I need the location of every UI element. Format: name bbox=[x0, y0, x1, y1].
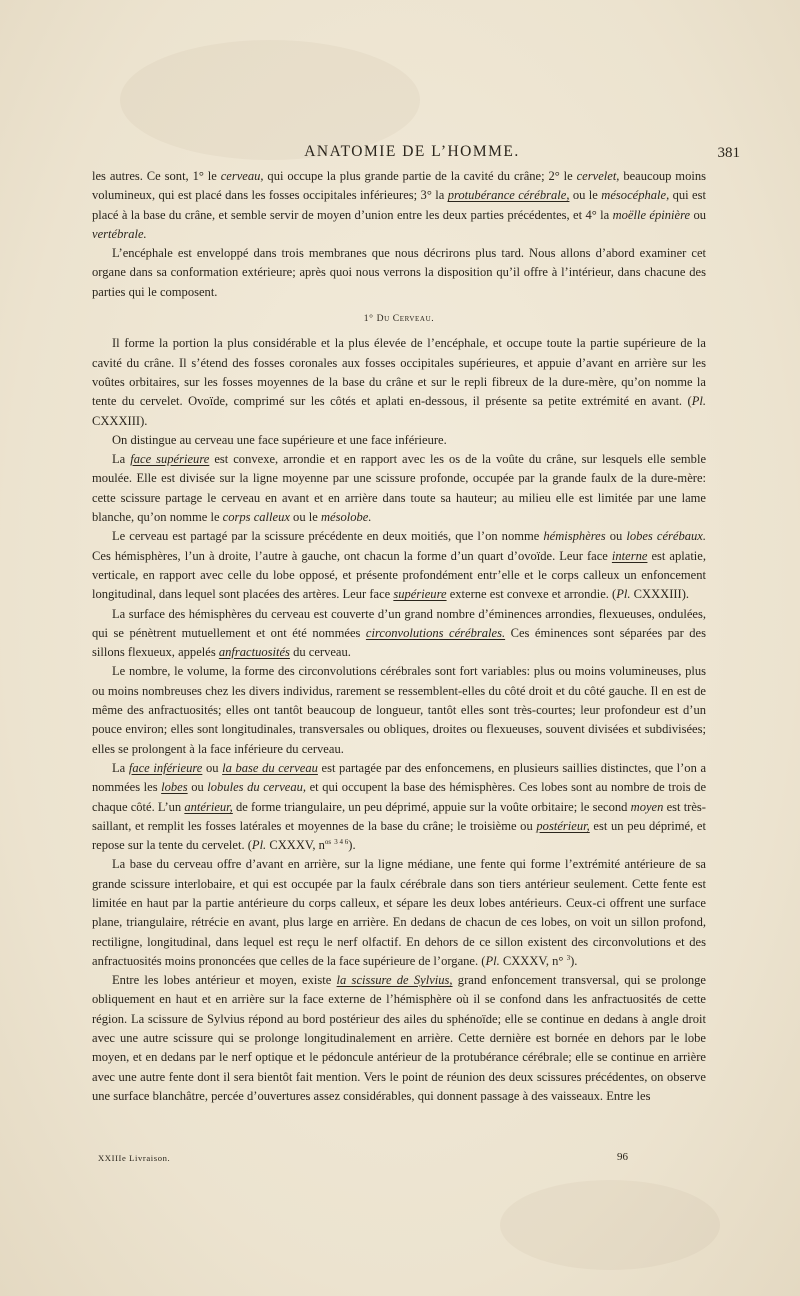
superscript: os bbox=[324, 837, 332, 846]
text-run: Le cerveau est partagé par la scissure précédente en deux moitiés, que l’on nomme bbox=[112, 529, 544, 544]
text-run: est aplatie, verticale, en rapport avec celle du lobe opposé, et présente profondément entr’elle et le corps calleux un enfoncement longitudinal, dans lequel sont placées des artères. Leur face bbox=[92, 548, 706, 602]
text-run: ou bbox=[690, 207, 706, 222]
superscript: 3 bbox=[566, 953, 571, 962]
text-run: est convexe, arrondie et en rapport avec les os de la voûte du crâne, sur lesquels elle semble moulée. Elle est divisée sur la ligne moyenne par une scissure profonde, occupée par la grande faulx de la dure-mère: cette scissure partage le cerveau en avant et en arrière dans toute sa hauteur; au milieu elle est limitée par une lame blanche, qu’on nomme le bbox=[92, 452, 707, 525]
italic-term: face supérieure bbox=[130, 452, 210, 467]
paragraph bbox=[92, 605, 706, 663]
italic-term: Pl. bbox=[691, 394, 706, 409]
italic-term: la base du cerveau bbox=[222, 760, 318, 775]
running-title: ANATOMIE DE L’HOMME. bbox=[304, 143, 520, 160]
text-run: L’encéphale est enveloppé dans trois membranes que nous décrirons plus tard. Nous allons d’abord examiner cet organe dans sa conformation extérieure; après quoi nous verrons la disposition qu’il offre à l’intérieur, dans chacune des parties qui le composent. bbox=[92, 246, 706, 299]
underlined-term bbox=[612, 549, 648, 563]
underlined-term bbox=[184, 800, 232, 814]
italic-term: cervelet, bbox=[576, 169, 620, 183]
underlined-term bbox=[393, 587, 446, 601]
signature-number: 96 bbox=[617, 1151, 628, 1163]
italic-term: Pl. bbox=[616, 587, 631, 602]
text-run: Le nombre, le volume, la forme des circonvolutions cérébrales sont fort variables: plus ou moins volumineuses, plus ou moins nombreuses chez les divers individus, rarement se ressemblent-elles du côté droit et du côté gauche. Il en est de même des anfractuosités; elles ont tantôt beaucoup de longueur, tantôt elles sont très-courtes; leur profondeur est d’un pouce environ; elles sont longitudinales, transversales ou obliques, droites ou flexueuses, souvent divisées et subdivisées; elles se prolongent à la face inférieure du cerveau. bbox=[92, 664, 706, 756]
text-run: ou le bbox=[569, 188, 602, 203]
page-header bbox=[92, 143, 740, 165]
text-run: ou bbox=[202, 760, 223, 775]
text-run: ou le bbox=[289, 510, 321, 525]
body-text bbox=[92, 167, 706, 1106]
text-run: On distingue au cerveau une face supérieure et une face inférieure. bbox=[112, 432, 447, 447]
text-run: Il forme la portion la plus considérable et la plus élevée de l’encéphale, et occupe toute la partie supérieure de la cavité du crâne. Il s’étend des fosses coronales aux fosses occipitales supérieures, et appuie d’avant en arrière sur les voûtes orbitaires, sur les fosses moyennes de la base du crâne et sur le repli fibreux de la dure-mère, qu’on nomme la tente du cervelet. Ovoïde, comprimé sur les côtés et aplati en-dessous, il présente sa petite extrémité en avant. ( bbox=[92, 336, 706, 409]
text-run: qui est placé à la base du crâne, et semble servir de moyen d’union entre les deux parties précédentes, et 4° la bbox=[92, 188, 706, 222]
underlined-term bbox=[222, 761, 318, 775]
italic-term: corps calleux bbox=[222, 510, 290, 525]
paragraph bbox=[92, 971, 706, 1106]
section-heading-text: 1° Du Cerveau. bbox=[363, 313, 435, 325]
underlined-term bbox=[448, 188, 570, 202]
text-run: CXXXV, n° bbox=[499, 953, 567, 968]
underlined-term bbox=[536, 819, 589, 833]
paragraph bbox=[92, 662, 706, 758]
italic-term: la scissure de Sylvius, bbox=[336, 973, 453, 988]
text-run: ). bbox=[570, 953, 578, 968]
underlined-term bbox=[366, 626, 505, 640]
underlined-term bbox=[161, 780, 188, 794]
text-run: est partagée par des enfoncemens, en plusieurs saillies distinctes, que l’on a nommées les bbox=[92, 760, 707, 795]
paragraph bbox=[92, 167, 706, 244]
text-run: de forme triangulaire, un peu déprimé, appuie sur la voûte orbitaire; le second bbox=[232, 799, 631, 814]
italic-term: anfractuosités bbox=[218, 645, 290, 660]
italic-term: lobes cérébaux. bbox=[626, 529, 706, 544]
text-run: beaucoup moins volumineux, qui est placé dans les fosses occipitales inférieures; 3° la bbox=[92, 169, 706, 203]
paragraph bbox=[92, 759, 706, 855]
paragraph bbox=[92, 334, 706, 430]
section-heading bbox=[92, 309, 706, 328]
text-run: externe est convexe et arrondie. ( bbox=[446, 587, 617, 602]
paragraph bbox=[92, 450, 706, 527]
text-run: CXXXV, n bbox=[266, 838, 325, 853]
text-run: Ces hémisphères, l’un à droite, l’autre à gauche, ont chacun la forme d’un quart d’ovoïde. Leur face bbox=[92, 548, 612, 563]
paragraph bbox=[92, 244, 706, 302]
paragraph bbox=[92, 431, 706, 450]
paper-stain bbox=[500, 1180, 720, 1270]
text-run: grand enfoncement transversal, qui se prolonge obliquement en haut et en arrière sur la face externe de l’hémisphère où il se confond dans les anfractuosités de cette région. La scissure de Sylvius répond au bord postérieur des ailes du sphénoïde; elle se continue en dedans à angle droit avec une autre scissure qui se prolonge longitudinalement en arrière. Cette dernière est bornée en dehors par le lobe moyen, et en dedans par le nerf optique et le pédoncule antérieur de la protubérance cérébrale; elle se continue en arrière avec une autre fente dont il sera bientôt fait mention. Vers le point de réunion des deux scissures précédentes, on observe une surface blanchâtre, percée d’ouvertures assez considérables, qui donnent passage à des vaisseaux. Entre les bbox=[92, 973, 706, 1103]
text-run: La base du cerveau offre d’avant en arrière, sur la ligne médiane, une fente qui forme l’extrémité antérieure de sa grande scissure interlobaire, et qui est occupée par la faulx cérébrale dans son tiers antérieur seulement. Cette fente est limitée en haut par la partie antérieure du corps calleux, et sépare les deux lobes antérieurs. Ceux-ci offrent une surface plane, triangulaire, rétrécie en avant, plus large en arrière. En dedans de chacun de ces lobes, on voit un sillon profond, rectiligne, longitudinal, dans lequel est reçu le nerf olfactif. En dehors de ce sillon existent des circonvolutions et des anfractuosités moins prononcées que celles de la face supérieure de l’organe. ( bbox=[92, 857, 706, 968]
underlined-term bbox=[337, 973, 453, 987]
text-run: les autres. Ce sont, 1° le bbox=[92, 169, 221, 183]
italic-term: hémisphères bbox=[543, 529, 606, 544]
italic-term: cerveau, bbox=[220, 169, 264, 183]
italic-term: antérieur, bbox=[184, 799, 233, 814]
italic-term: vertébrale. bbox=[92, 226, 147, 241]
text-run: CXXXIII). bbox=[92, 413, 148, 428]
underlined-term bbox=[130, 452, 209, 466]
italic-term: mésocéphale, bbox=[601, 188, 670, 203]
page-number: 381 bbox=[717, 145, 740, 161]
text-run: est très-saillant, et remplit les fosses latérales et moyennes de la base du crâne; le troisième ou bbox=[92, 799, 706, 833]
italic-term: postérieur, bbox=[536, 818, 590, 833]
text-run: ou bbox=[605, 529, 627, 544]
underlined-term bbox=[219, 645, 290, 659]
text-run: est un peu déprimé, et repose sur la tente du cervelet. ( bbox=[92, 818, 706, 853]
text-run: ). bbox=[348, 838, 356, 853]
italic-term: supérieure bbox=[393, 587, 447, 602]
paragraph bbox=[92, 855, 706, 971]
text-run: Ces éminences sont séparées par des sillons flexueux, appelés bbox=[92, 625, 707, 660]
text-run: La bbox=[112, 452, 131, 467]
text-run: qui occupe la plus grande partie de la cavité du crâne; 2° le bbox=[263, 169, 577, 183]
printer-signature: XXIIIe Livraison. bbox=[98, 1153, 171, 1163]
paragraph bbox=[92, 527, 706, 604]
italic-term: Pl. bbox=[485, 953, 500, 968]
text-run: du cerveau. bbox=[289, 645, 351, 660]
text-run: Entre les lobes antérieur et moyen, existe bbox=[112, 973, 337, 988]
italic-term: face inférieure bbox=[128, 760, 203, 775]
italic-term: mésolobe. bbox=[320, 510, 372, 525]
italic-term: moyen bbox=[630, 799, 664, 814]
italic-term: protubérance cérébrale, bbox=[447, 188, 570, 203]
italic-term: moëlle épinière bbox=[612, 207, 691, 222]
paper-stain bbox=[120, 40, 420, 160]
italic-term: lobes bbox=[161, 780, 188, 795]
superscript: 3 4 6 bbox=[334, 837, 349, 846]
page-footer bbox=[98, 1153, 628, 1169]
text-run: CXXXIII). bbox=[630, 587, 690, 602]
italic-term: Pl. bbox=[251, 838, 267, 853]
italic-term: circonvolutions cérébrales. bbox=[365, 625, 506, 640]
underlined-term bbox=[129, 761, 203, 775]
text-run: ou bbox=[187, 780, 208, 795]
text-run: et qui occupent la base des hémisphères. Ces lobes sont au nombre de trois de chaque côté. L’un bbox=[92, 780, 707, 814]
text-run: La bbox=[112, 760, 129, 775]
text-run: La surface des hémisphères du cerveau est couverte d’un grand nombre d’éminences arrondies, flexueuses, ondulées, qui se pénètrent mutuellement et ont été nommées bbox=[92, 606, 706, 640]
italic-term: interne bbox=[611, 548, 648, 563]
italic-term: lobules du cerveau, bbox=[207, 780, 307, 795]
